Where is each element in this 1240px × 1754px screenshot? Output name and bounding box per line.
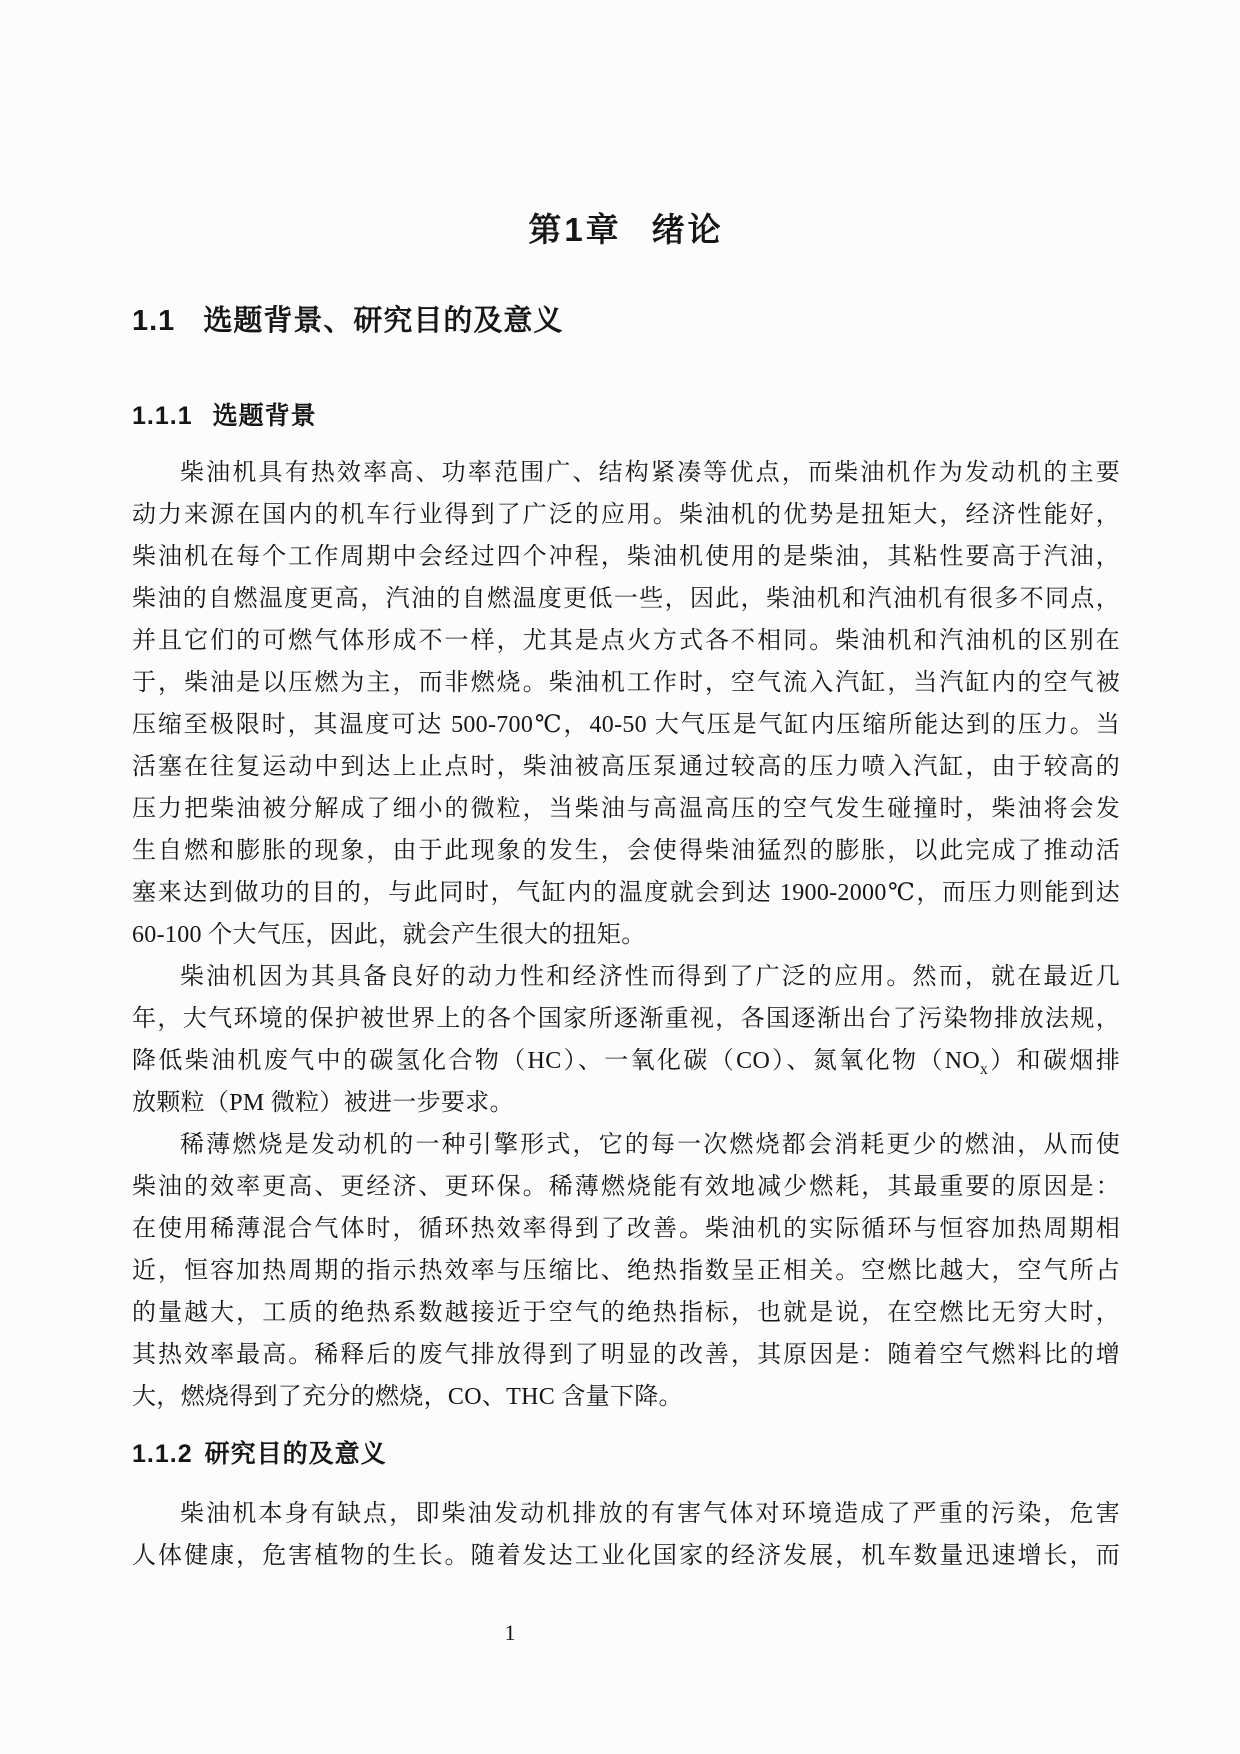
section-number: 1.1	[132, 305, 176, 337]
paragraph	[132, 1124, 1120, 1418]
body-line: 柴油机本身有缺点，即柴油发动机排放的有害气体对环境造成了严重的污染，危害	[180, 1501, 1120, 1527]
body-line: 柴油的自燃温度更高，汽油的自燃温度更低一些，因此，柴油机和汽油机有很多不同点，	[132, 586, 1120, 612]
body-line: 压缩至极限时，其温度可达 500-700℃，40-50 大气压是气缸内压缩所能达到的压力。当	[132, 712, 1120, 738]
body-line: 活塞在往复运动中到达上止点时，柴油被高压泵通过较高的压力喷入汽缸，由于较高的	[132, 754, 1120, 780]
section-title-text: 选题背景、研究目的及意义	[203, 305, 564, 337]
chapter-number: 第1章	[528, 211, 622, 248]
body-line: 于，柴油是以压燃为主，而非燃烧。柴油机工作时，空气流入汽缸，当汽缸内的空气被	[132, 670, 1120, 696]
nox-subscript: x	[980, 1060, 989, 1078]
body-line: 在使用稀薄混合气体时，循环热效率得到了改善。柴油机的实际循环与恒容加热周期相	[132, 1216, 1120, 1242]
subsection-title-text: 选题背景	[212, 402, 317, 430]
subsection-number: 1.1.1	[132, 402, 193, 430]
body-text-block-1	[132, 452, 1120, 1418]
body-line: 稀薄燃烧是发动机的一种引擎形式，它的每一次燃烧都会消耗更少的燃油，从而使	[180, 1132, 1120, 1158]
paragraph	[132, 452, 1120, 956]
body-text-block-2	[132, 1493, 1120, 1577]
body-line: 人体健康，危害植物的生长。随着发达工业化国家的经济发展，机车数量迅速增长，而	[132, 1543, 1120, 1569]
body-line: 并且它们的可燃气体形成不一样，尤其是点火方式各不相同。柴油机和汽油机的区别在	[132, 628, 1120, 654]
body-line: 柴油的效率更高、更经济、更环保。稀薄燃烧能有效地减少燃耗，其最重要的原因是：	[132, 1174, 1120, 1200]
body-line: 降低柴油机废气中的碳氢化合物（HC）、一氧化碳（CO）、氮氧化物$(NO_x)$和碳烟排	[132, 1048, 1120, 1078]
subsection-title-text: 研究目的及意义	[204, 1440, 387, 1468]
body-line: 柴油机在每个工作周期中会经过四个冲程，柴油机使用的是柴油，其粘性要高于汽油，	[132, 544, 1120, 570]
section-heading-1-1	[132, 300, 1120, 342]
body-line: 60-100 个大气压，因此，就会产生很大的扭矩。	[132, 922, 646, 948]
chapter-title	[132, 206, 1120, 254]
subsection-number: 1.1.2	[132, 1440, 193, 1468]
body-line: 年，大气环境的保护被世界上的各个国家所逐渐重视，各国逐渐出台了污染物排放法规，	[132, 1006, 1120, 1032]
body-line: 生自燃和膨胀的现象，由于此现象的发生，会使得柴油猛烈的膨胀，以此完成了推动活	[132, 838, 1120, 864]
body-line: 其热效率最高。稀释后的废气排放得到了明显的改善，其原因是：随着空气燃料比的增	[132, 1342, 1120, 1368]
body-line: 放颗粒（PM 微粒）被进一步要求。	[132, 1090, 514, 1116]
body-line: 近，恒容加热周期的指示热效率与压缩比、绝热指数呈正相关。空燃比越大，空气所占	[132, 1258, 1120, 1284]
body-line: 柴油机具有热效率高、功率范围广、结构紧凑等优点，而柴油机作为发动机的主要	[180, 460, 1120, 486]
body-line: 压力把柴油被分解成了细小的微粒，当柴油与高温高压的空气发生碰撞时，柴油将会发	[132, 796, 1120, 822]
page-number: 1	[504, 1620, 516, 1645]
body-line: 大，燃烧得到了充分的燃烧，CO、THC 含量下降。	[132, 1384, 683, 1410]
body-line: 的量越大，工质的绝热系数越接近于空气的绝热指标，也就是说，在空燃比无穷大时，	[132, 1300, 1120, 1326]
subsection-heading-1-1-2	[132, 1436, 1120, 1472]
body-line: 塞来达到做功的目的，与此同时，气缸内的温度就会到达 1900-2000℃，而压力则能到达	[132, 880, 1120, 906]
body-line: 动力来源在国内的机车行业得到了广泛的应用。柴油机的优势是扭矩大，经济性能好，	[132, 502, 1120, 528]
body-line: 柴油机因为其具备良好的动力性和经济性而得到了广泛的应用。然而，就在最近几	[180, 964, 1120, 990]
paragraph	[132, 956, 1120, 1124]
subsection-heading-1-1-1	[132, 398, 1120, 434]
paragraph	[132, 1493, 1120, 1577]
chapter-title-text: 绪论	[651, 211, 724, 248]
